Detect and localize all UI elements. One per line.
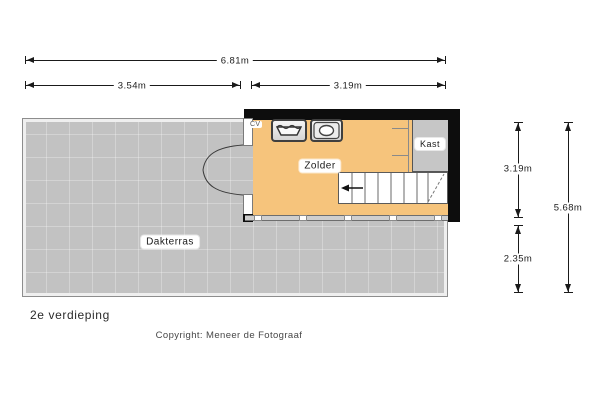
dim-arrow-right bbox=[232, 82, 239, 88]
dim-arrow-left bbox=[253, 82, 260, 88]
dim-label-terrace-depth: 2.35m bbox=[500, 254, 536, 265]
floor-title: 2e verdieping bbox=[30, 308, 110, 322]
stairs-icon bbox=[338, 172, 448, 204]
dim-label-terrace-width: 3.54m bbox=[114, 81, 150, 92]
dim-arrow-down bbox=[515, 209, 521, 217]
rail-post bbox=[434, 215, 442, 221]
closet-wall-line bbox=[408, 120, 409, 172]
cv-label: CV bbox=[250, 121, 261, 128]
wall-right bbox=[448, 109, 460, 222]
double-door-icon bbox=[196, 140, 250, 200]
dim-arrow-up bbox=[565, 123, 571, 131]
washing-machine-icon bbox=[310, 119, 343, 142]
dim-tick bbox=[251, 81, 252, 89]
dim-arrow-right bbox=[437, 82, 444, 88]
dim-label-attic-depth: 3.19m bbox=[500, 164, 536, 175]
rail-post bbox=[254, 215, 262, 221]
zolder-label: Zolder bbox=[299, 160, 340, 173]
rail-post bbox=[344, 215, 352, 221]
copyright-text: Copyright: Meneer de Fotograaf bbox=[155, 330, 303, 341]
dim-arrow-left bbox=[27, 57, 34, 63]
sink-icon bbox=[271, 119, 307, 142]
dim-tick bbox=[240, 81, 241, 89]
dim-tick bbox=[514, 217, 523, 218]
dim-label-attic-width: 3.19m bbox=[330, 81, 366, 92]
dim-tick bbox=[445, 56, 446, 64]
dim-arrow-up bbox=[515, 123, 521, 131]
dim-tick bbox=[445, 81, 446, 89]
rail-post bbox=[299, 215, 307, 221]
dim-arrow-down bbox=[515, 284, 521, 292]
dim-tick bbox=[564, 292, 573, 293]
kast-label: Kast bbox=[415, 138, 445, 150]
rail-post bbox=[389, 215, 397, 221]
closet-door-tick bbox=[392, 155, 408, 156]
dakterras-label: Dakterras bbox=[141, 236, 199, 249]
dim-tick bbox=[25, 81, 26, 89]
dim-label-total-depth: 5.68m bbox=[550, 203, 586, 214]
stairs-treads bbox=[339, 173, 447, 203]
dim-arrow-left bbox=[27, 82, 34, 88]
dim-arrow-up bbox=[515, 226, 521, 234]
dim-label-total-width: 6.81m bbox=[217, 56, 253, 67]
dim-arrow-down bbox=[565, 284, 571, 292]
dim-arrow-right bbox=[437, 57, 444, 63]
closet-door-tick bbox=[392, 128, 408, 129]
dim-tick bbox=[514, 292, 523, 293]
dim-tick bbox=[25, 56, 26, 64]
